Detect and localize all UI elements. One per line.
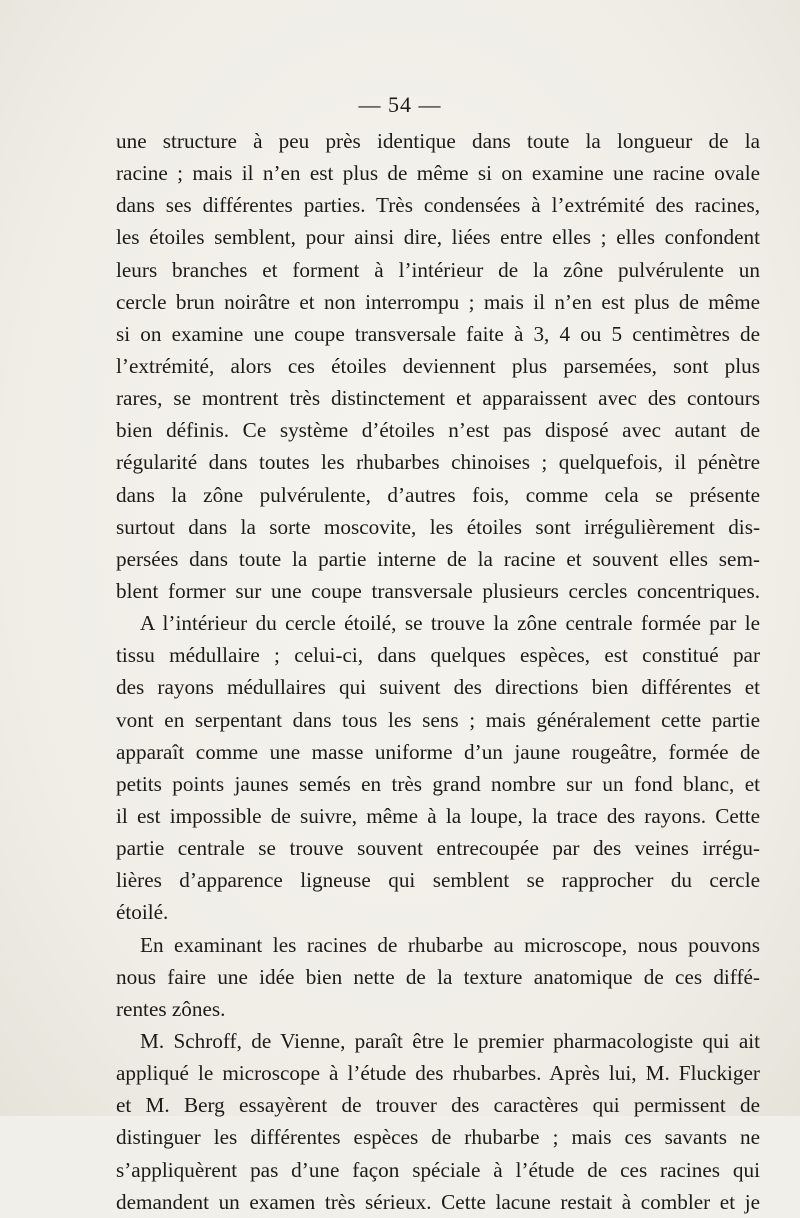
text-line: petits points jaunes semés en très grand nombre sur un fond blanc, et [116,771,760,796]
text-line: tissu médullaire ; celui-ci, dans quelques espèces, est constitué par [116,643,760,668]
text-line: bien définis. Ce système d’étoiles n’est pas disposé avec autant de [116,418,760,443]
text-line: racine ; mais il n’en est plus de même si on examine une racine ovale [116,161,760,186]
text-line: et M. Berg essayèrent de trouver des caractères qui permissent de [116,1093,760,1118]
text-line: demandent un examen très sérieux. Cette lacune restait à combler et je [116,1189,760,1214]
text-line: nous faire une idée bien nette de la texture anatomique de ces diffé- [116,964,760,989]
text-line: lières d’apparence ligneuse qui semblent se rapprocher du cercle [116,868,760,893]
text-line: dans ses différentes parties. Très condensées à l’extrémité des racines, [116,193,760,218]
text-line: A l’intérieur du cercle étoilé, se trouve la zône centrale formée par le [140,611,760,636]
text-line: rentes zônes. [116,996,226,1021]
text-line: rares, se montrent très distinctement et apparaissent avec des contours [116,386,760,411]
text-line: persées dans toute la partie interne de la racine et souvent elles sem- [116,546,760,571]
text-line: étoilé. [116,900,169,925]
text-line: distinguer les différentes espèces de rhubarbe ; mais ces savants ne [116,1125,760,1150]
text-line: vont en serpentant dans tous les sens ; mais généralement cette partie [116,707,760,732]
text-line: surtout dans la sorte moscovite, les étoiles sont irrégulièrement dis- [116,514,760,539]
text-line: une structure à peu près identique dans toute la longueur de la [116,129,760,153]
text-line: s’appliquèrent pas d’une façon spéciale à l’étude de ces racines qui [116,1157,760,1182]
text-line: l’extrémité, alors ces étoiles deviennent plus parsemées, sont plus [116,353,760,378]
body-text [116,125,760,1218]
text-line: apparaît comme une masse uniforme d’un jaune rougeâtre, formée de [116,739,760,764]
text-line: blent former sur une coupe transversale plusieurs cercles concentriques. [116,578,760,603]
page-number: — 54 — [358,92,442,117]
text-line: En examinant les racines de rhubarbe au microscope, nous pouvons [140,932,760,957]
text-line: appliqué le microscope à l’étude des rhubarbes. Après lui, M. Fluckiger [116,1061,760,1086]
text-line: il est impossible de suivre, même à la loupe, la trace des rayons. Cette [116,803,760,828]
text-line: régularité dans toutes les rhubarbes chinoises ; quelquefois, il pénètre [116,450,760,475]
text-line: les étoiles semblent, pour ainsi dire, liées entre elles ; elles confondent [116,225,760,250]
text-line: M. Schroff, de Vienne, paraît être le premier pharmacologiste qui ait [140,1028,760,1053]
text-line: dans la zône pulvérulente, d’autres fois, comme cela se présente [116,482,760,507]
text-line: partie centrale se trouve souvent entrecoupée par des veines irrégu- [116,836,760,861]
text-line: des rayons médullaires qui suivent des directions bien différentes et [116,675,760,700]
text-line: cercle brun noirâtre et non interrompu ; mais il n’en est plus de même [116,289,760,314]
text-line: leurs branches et forment à l’intérieur de la zône pulvérulente un [116,257,760,282]
text-line: si on examine une coupe transversale faite à 3, 4 ou 5 centimètres de [116,321,760,346]
